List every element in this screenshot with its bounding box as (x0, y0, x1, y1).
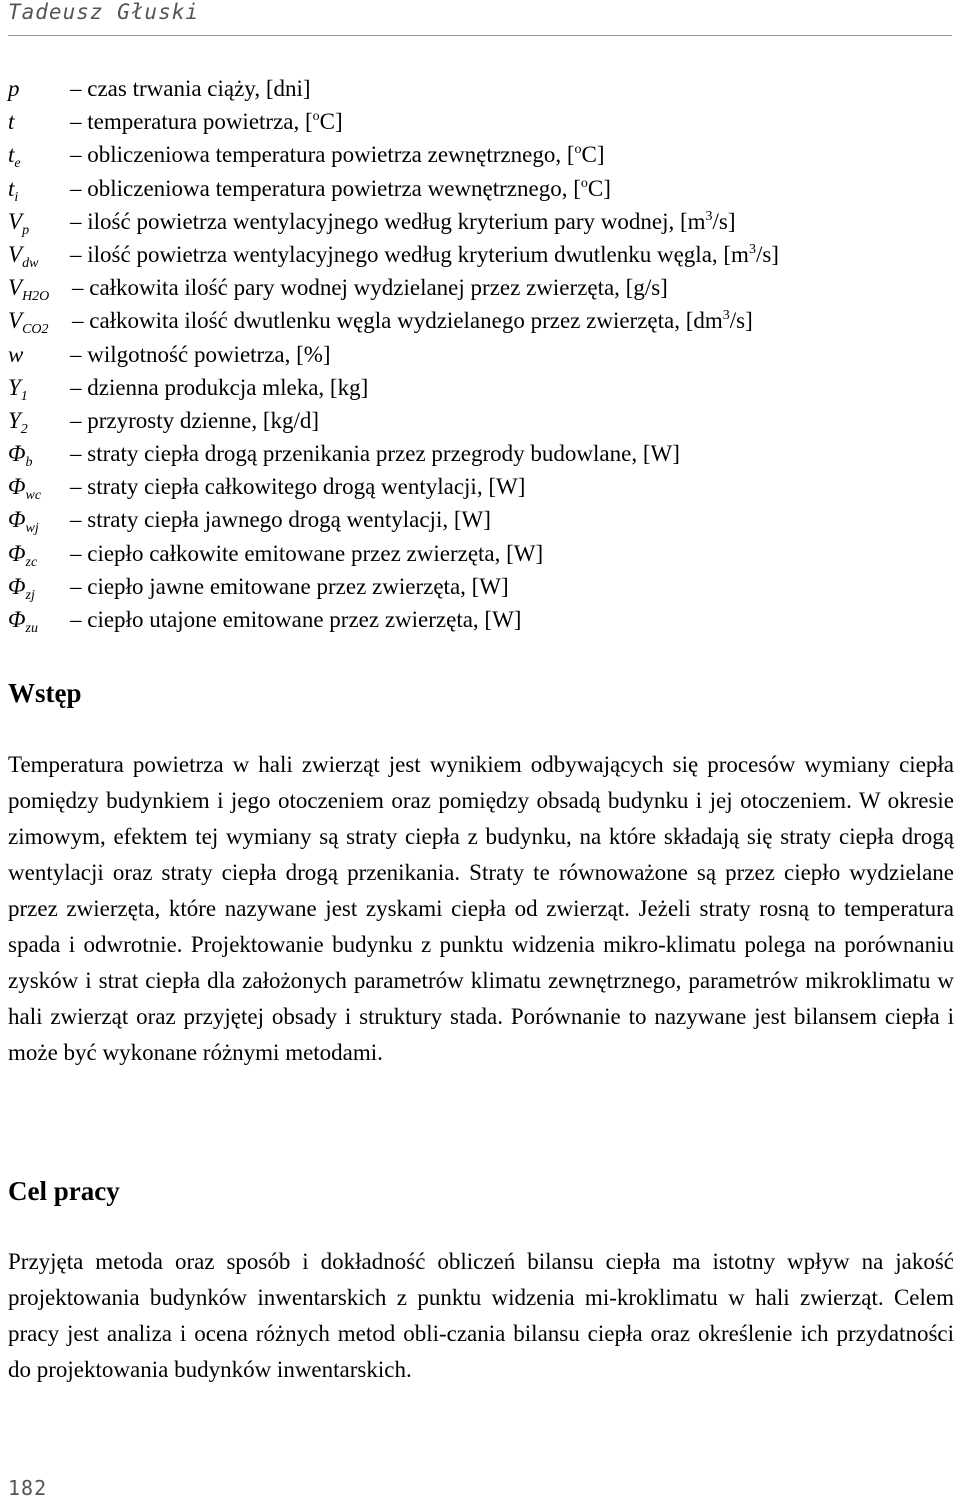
symbol-base: Φ (8, 441, 26, 467)
section-heading-aim: Cel pracy (8, 1176, 120, 1206)
description-text: – przyrosty dzienne, [kg/d] (70, 407, 320, 433)
symbol (8, 138, 21, 171)
symbol-description (70, 205, 736, 238)
symbol-subscript: p (22, 222, 30, 238)
symbol-subscript: 2 (20, 421, 28, 437)
description-text: – temperatura powietrza, [ (70, 109, 313, 135)
symbol (8, 105, 14, 138)
symbol (8, 470, 41, 503)
unit-tail: C] (319, 109, 343, 135)
symbol (8, 437, 33, 470)
symbol-row (8, 304, 952, 337)
symbol-subscript: H2O (22, 289, 50, 305)
section-heading-introduction: Wstęp (8, 678, 82, 708)
symbol (8, 238, 38, 271)
symbol (8, 570, 35, 603)
symbol-row (8, 570, 952, 603)
symbol-row (8, 72, 952, 105)
symbol-row (8, 238, 952, 271)
symbol-subscript: dw (22, 255, 39, 271)
symbol-base: V (8, 275, 23, 301)
section-text-introduction: Temperatura powietrza w hali zwierząt jest wynikiem odbywających się procesów wymiany ciepła pomiędzy budynkiem i jego otoczeniem oraz pomiędzy obsadą budynku i jej otoczeniem. W okresie zimowym, efektem tej wymiany są straty ciepła z budynku, na które składają się straty ciepła drogą wentylacji oraz straty ciepła drogą przenikania. Straty te równoważone są przez ciepło wydzielane przez zwierzęta, które nazywane jest zyskami ciepła od zwierząt. Jeżeli straty rosną to temperatura spada i odwrotnie. Projektowanie budynku z punktu widzenia mikro-klimatu polega na porównaniu zysków i strat ciepła dla założonych parametrów klimatu zewnętrznego, parametrów mikroklimatu w hali zwierząt oraz przyjętej obsady i struktury stada. Porównanie to nazywane jest bilansem ciepła i może być wykonane różnymi metodami. (8, 752, 954, 1065)
header-rule (8, 35, 952, 36)
symbol-base: Φ (8, 507, 26, 533)
running-head-author: Tadeusz Głuski (8, 0, 200, 24)
symbol-description (70, 404, 319, 437)
symbol-subscript: zj (25, 587, 35, 603)
unit-superscript: o (312, 109, 320, 125)
symbol-base: Φ (8, 474, 26, 500)
symbol-description (70, 503, 491, 536)
symbol-description (72, 304, 753, 337)
symbol-base: V (8, 208, 23, 234)
description-text: – całkowita ilość pary wodnej wydzielanej przez zwierzęta, [g/s] (72, 275, 668, 301)
symbol-subscript: CO2 (22, 322, 49, 338)
symbol-base: Φ (8, 540, 26, 566)
symbol (8, 172, 18, 205)
unit-tail: /s] (755, 241, 779, 267)
symbol-description (70, 603, 521, 636)
symbol-base: V (8, 241, 23, 267)
symbol-row (8, 105, 952, 138)
symbol (8, 404, 28, 437)
description-text: – czas trwania ciąży, [dni] (70, 76, 311, 101)
symbol-description (70, 570, 509, 603)
symbol-subscript: zc (25, 554, 38, 570)
symbol-base: V (8, 308, 23, 334)
symbol (8, 72, 20, 105)
description-text: – straty ciepła całkowitego drogą wentylacji, [W] (70, 474, 526, 500)
symbol-description (70, 338, 331, 371)
symbol-row (8, 205, 952, 238)
symbol-row (8, 537, 952, 570)
symbol-description (70, 371, 368, 404)
symbol (8, 304, 49, 337)
symbol-subscript: wj (25, 521, 39, 537)
symbol-description (70, 172, 611, 205)
description-text: – wilgotność powietrza, [%] (70, 341, 331, 367)
symbol-description (70, 72, 311, 105)
symbol-base: Φ (8, 607, 26, 632)
description-text: – ilość powietrza wentylacyjnego według kryterium dwutlenku węgla, [m (70, 241, 749, 267)
unit-superscript: 3 (748, 241, 756, 257)
unit-tail: /s] (712, 208, 736, 234)
description-text: – straty ciepła drogą przenikania przez przegrody budowlane, [W] (70, 441, 680, 467)
symbol-row (8, 470, 952, 503)
description-text: – dzienna produkcja mleka, [kg] (70, 374, 369, 400)
symbol (8, 503, 39, 536)
symbol-row (8, 371, 952, 404)
symbol-subscript: 1 (20, 388, 28, 404)
description-text: – ciepło całkowite emitowane przez zwierzęta, [W] (70, 540, 544, 566)
symbol-description (70, 238, 779, 271)
page-number: 182 (8, 1476, 48, 1500)
symbol-description (70, 437, 680, 470)
description-text: – całkowita ilość dwutlenku węgla wydzielanego przez zwierzęta, [dm (72, 308, 723, 334)
symbol-base: Y (8, 374, 21, 400)
description-text: – ciepło utajone emitowane przez zwierzęta, [W] (70, 607, 522, 632)
symbol-subscript: wc (25, 488, 42, 504)
symbol (8, 205, 29, 238)
symbol-description (70, 138, 604, 171)
description-text: – obliczeniowa temperatura powietrza wewnętrznego, [ (70, 175, 581, 201)
symbol-description (70, 537, 543, 570)
unit-tail: C] (581, 142, 605, 168)
symbol-base: Φ (8, 573, 26, 599)
symbol-row (8, 437, 952, 470)
symbol-row (8, 404, 952, 437)
symbol-row (8, 138, 952, 171)
symbol (8, 371, 28, 404)
unit-superscript: o (574, 142, 582, 158)
description-text: – ilość powietrza wentylacyjnego według kryterium pary wodnej, [m (70, 208, 706, 234)
symbol-row (8, 338, 952, 371)
symbol (8, 537, 37, 570)
description-text: – ciepło jawne emitowane przez zwierzęta, [W] (70, 573, 509, 599)
unit-tail: C] (587, 175, 611, 201)
symbol (8, 603, 38, 636)
symbol-base: p (8, 76, 20, 101)
symbol-base: t (8, 142, 15, 168)
symbol-base: t (8, 109, 15, 135)
symbol (8, 338, 23, 371)
description-text: – straty ciepła jawnego drogą wentylacji, [W] (70, 507, 491, 533)
symbol-subscript: zu (25, 621, 38, 636)
section-text-aim: Przyjęta metoda oraz sposób i dokładność obliczeń bilansu ciepła ma istotny wpływ na jakość projektowania budynków inwentarskich z punktu widzenia mi-kroklimatu w hali zwierząt. Celem pracy jest analiza i ocena różnych metod obli-czania bilansu ciepła oraz określenie ich przydatności do projektowania budynków inwentarskich. (8, 1249, 954, 1382)
description-text: – obliczeniowa temperatura powietrza zewnętrznego, [ (70, 142, 575, 168)
unit-superscript: 3 (722, 308, 730, 324)
symbol-row (8, 172, 952, 205)
symbol-subscript: i (14, 189, 19, 205)
symbol-subscript: b (25, 455, 33, 471)
symbol-row (8, 271, 952, 304)
unit-superscript: 3 (705, 208, 713, 224)
symbol-list (8, 72, 952, 636)
symbol-subscript: e (14, 156, 21, 172)
symbol-description (72, 271, 668, 304)
symbol-base: w (8, 341, 24, 367)
symbol-description (70, 105, 343, 138)
symbol-row (8, 603, 952, 636)
symbol-description (70, 470, 525, 503)
unit-tail: /s] (729, 308, 753, 334)
symbol-row (8, 503, 952, 536)
symbol-base: t (8, 175, 15, 201)
unit-superscript: o (580, 175, 588, 191)
symbol (8, 271, 49, 304)
symbol-base: Y (8, 407, 21, 433)
